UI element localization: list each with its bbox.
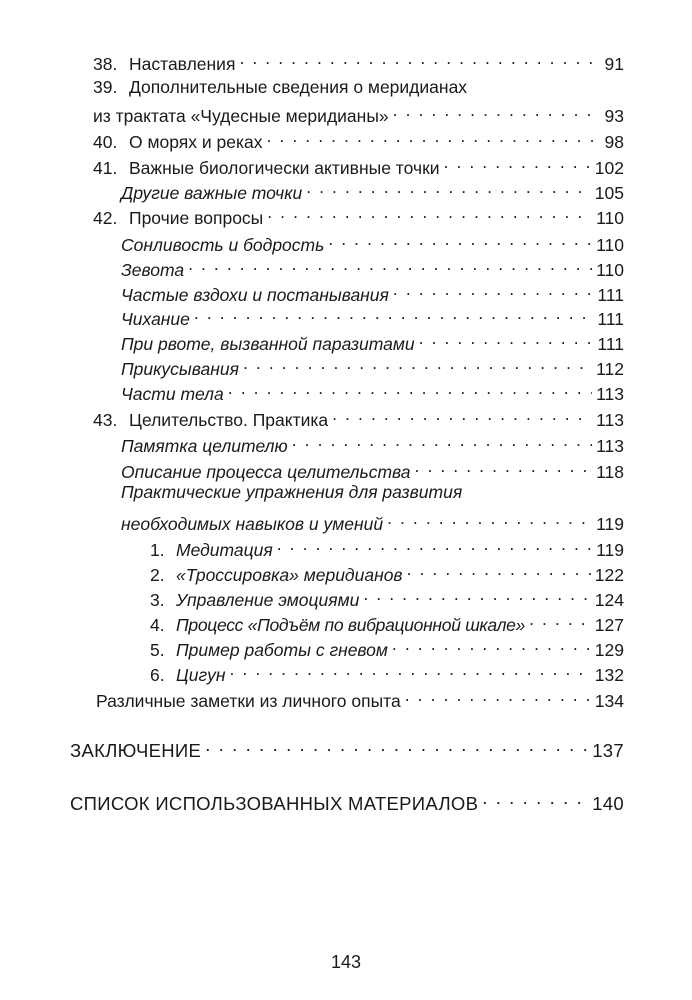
entry-title: Другие важные точки (121, 183, 303, 203)
entry-number: 1. (150, 540, 165, 560)
entry-title: Пример работы с гневом (176, 640, 388, 660)
entry-number: 40. (93, 132, 118, 152)
toc-entry-38 (93, 46, 624, 76)
entry-title: Управление эмоциями (176, 590, 360, 610)
entry-page: 137 (592, 740, 624, 761)
dot-leader (228, 376, 592, 400)
entry-title: Целительство. Практика (129, 410, 329, 430)
dot-leader (529, 607, 591, 631)
entry-number: 42. (93, 208, 118, 228)
entry-page: 113 (596, 384, 624, 404)
entry-number: 5. (150, 640, 165, 660)
toc-entry-notes (96, 683, 624, 713)
entry-title: «Троссировка» меридианов (176, 565, 403, 585)
entry-title: Части тела (121, 384, 224, 404)
entry-number: 2. (150, 565, 165, 585)
entry-page: 93 (604, 106, 624, 126)
entry-page: 113 (596, 436, 624, 456)
entry-page: 110 (596, 235, 624, 255)
entry-title: Прикусывания (121, 359, 239, 379)
entry-title: Различные заметки из личного опыта (96, 691, 401, 711)
entry-title: Наставления (129, 54, 236, 74)
entry-page: 119 (596, 514, 624, 534)
dot-leader (387, 506, 592, 530)
entry-page: 102 (594, 158, 624, 178)
entry-page: 112 (596, 359, 624, 379)
entry-page: 110 (596, 208, 624, 228)
entry-page: 111 (597, 285, 624, 305)
entry-title: Зевота (121, 260, 185, 280)
dot-leader (405, 683, 591, 707)
dot-leader (332, 402, 592, 426)
entry-page: 118 (596, 462, 624, 482)
dot-leader (407, 557, 591, 581)
entry-title: Важные биологически активные точки (129, 158, 440, 178)
entry-title: О морях и реках (129, 132, 263, 152)
entry-number: 43. (93, 410, 118, 430)
entry-title: Описание процесса целительства (121, 462, 411, 482)
dot-leader (277, 532, 592, 556)
entry-title: Чихание (121, 309, 190, 329)
entry-page: 98 (604, 132, 624, 152)
entry-number: 3. (150, 590, 165, 610)
dot-leader (292, 428, 592, 452)
entry-page: 111 (597, 334, 624, 354)
entry-page: 119 (596, 540, 624, 560)
entry-page: 129 (594, 640, 624, 660)
entry-title: Процесс «Подъём по вибрационной шкале» (176, 615, 526, 635)
entry-title: Цигун (176, 665, 226, 685)
page-number: 143 (330, 952, 362, 972)
dot-leader (243, 351, 592, 375)
dot-leader (267, 124, 601, 148)
dot-leader (188, 252, 592, 276)
entry-title: Прочие вопросы (129, 208, 264, 228)
dot-leader (363, 582, 590, 606)
toc-subentry-43c-line1: Практические упражнения для развития (121, 482, 463, 502)
dot-leader (239, 46, 600, 70)
entry-title: При рвоте, вызванной паразитами (121, 334, 415, 354)
toc-entry-references (70, 786, 624, 816)
entry-title: Медитация (176, 540, 273, 560)
toc-entry-conclusion (70, 733, 624, 763)
entry-number: 39. (93, 77, 118, 97)
dot-leader (229, 657, 590, 681)
entry-page: 134 (594, 691, 624, 711)
entry-number: 6. (150, 665, 165, 685)
dot-leader (444, 150, 591, 174)
entry-page: 140 (592, 793, 624, 814)
dot-leader (393, 277, 593, 301)
entry-page: 105 (594, 183, 624, 203)
entry-page: 91 (604, 54, 624, 74)
entry-title: СПИСОК ИСПОЛЬЗОВАННЫХ МАТЕРИАЛОВ (70, 793, 479, 814)
entry-page: 127 (594, 615, 624, 635)
entry-title: Памятка целителю (121, 436, 288, 456)
entry-page: 110 (596, 260, 624, 280)
toc-entry-42 (93, 200, 624, 230)
toc-entry-39-line1 (93, 75, 467, 99)
dot-leader (415, 454, 593, 478)
dot-leader (393, 98, 601, 122)
entry-page: 111 (597, 309, 624, 329)
entry-title: ЗАКЛЮЧЕНИЕ (70, 740, 202, 761)
dot-leader (419, 326, 594, 350)
entry-page: 132 (594, 665, 624, 685)
entry-page: 113 (596, 410, 624, 430)
dot-leader (482, 786, 588, 810)
entry-number: 38. (93, 54, 118, 74)
dot-leader (205, 733, 588, 757)
entry-title: необходимых навыков и умений (121, 514, 384, 534)
dot-leader (194, 301, 593, 325)
entry-title: Частые вздохи и постанывания (121, 285, 389, 305)
dot-leader (328, 227, 592, 251)
entry-number: 41. (93, 158, 118, 178)
entry-title: из трактата «Чудесные меридианы» (93, 106, 389, 126)
entry-page: 122 (594, 565, 624, 585)
entry-number: 4. (150, 615, 165, 635)
entry-title: Сонливость и бодрость (121, 235, 325, 255)
dot-leader (392, 632, 591, 656)
entry-title-line1: Дополнительные сведения о меридианах (129, 77, 468, 97)
dot-leader (267, 200, 592, 224)
entry-page: 124 (594, 590, 624, 610)
dot-leader (306, 175, 591, 199)
